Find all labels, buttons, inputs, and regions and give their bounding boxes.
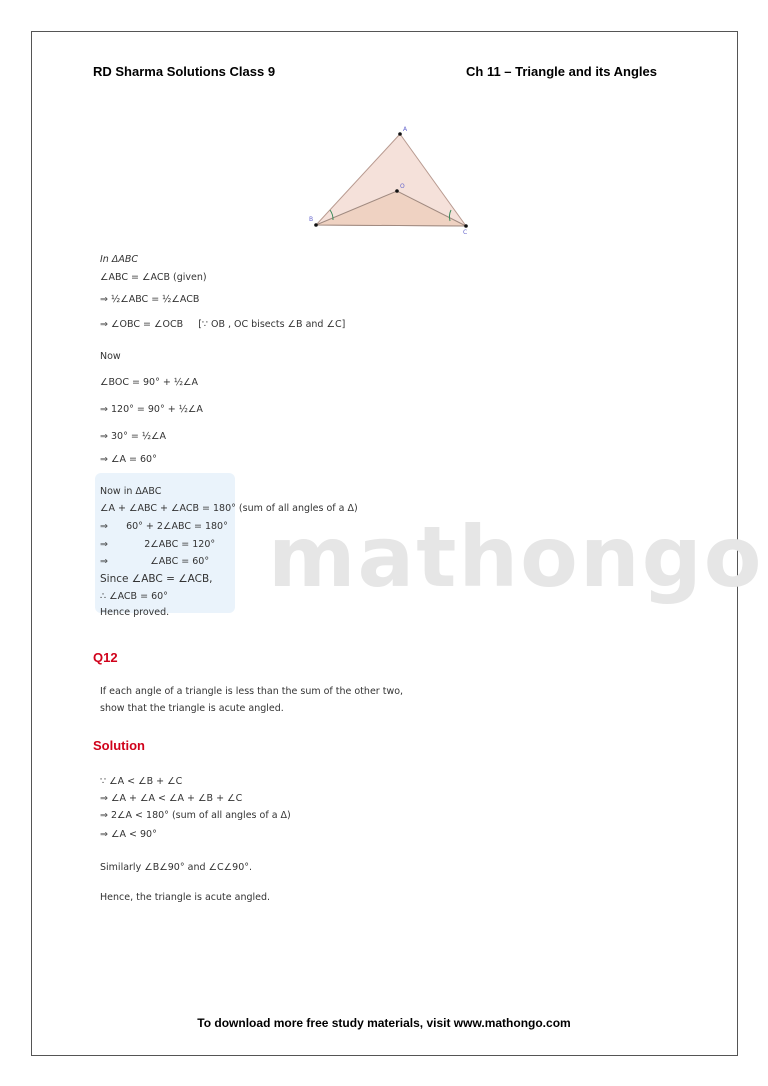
proof-line: ⇒ ½∠ABC = ½∠ACB (100, 294, 200, 305)
solution-line: ⇒ ∠A + ∠A < ∠A + ∠B + ∠C (100, 793, 243, 804)
label-a: A (403, 126, 408, 133)
proof-line: ∠ABC = ∠ACB (given) (100, 272, 207, 283)
proof-line: ⇒ ∠ABC = 60° (100, 556, 210, 567)
label-o: O (400, 183, 405, 190)
solution-line: Similarly ∠B∠90° and ∠C∠90°. (100, 862, 253, 873)
proof-line: ⇒ 60° + 2∠ABC = 180° (100, 521, 228, 532)
solution-line: ⇒ ∠A < 90° (100, 829, 157, 840)
solution-line: ∵ ∠A < ∠B + ∠C (100, 776, 183, 787)
question-text: If each angle of a triangle is less than the sum of the other two, (100, 686, 404, 697)
point-b (314, 223, 318, 227)
proof-line: ∠A + ∠ABC + ∠ACB = 180° (sum of all angles of a Δ) (100, 503, 358, 514)
solution-heading: Solution (93, 738, 145, 753)
proof-line: Now (100, 351, 121, 362)
proof-line: ⇒ ∠OBC = ∠OCB [∵ OB , OC bisects ∠B and ∠C] (100, 319, 346, 330)
point-o (395, 189, 399, 193)
header-chapter-title: Ch 11 – Triangle and its Angles (466, 64, 657, 79)
proof-line: ⇒ 30° = ½∠A (100, 431, 167, 442)
header-book-title: RD Sharma Solutions Class 9 (93, 64, 276, 79)
proof-line: ∴ ∠ACB = 60° (100, 591, 168, 602)
proof-line: Now in ΔABC (100, 486, 162, 497)
proof-line: Hence proved. (100, 607, 170, 618)
watermark: mathongo (268, 508, 764, 606)
proof-line: ∠BOC = 90° + ½∠A (100, 377, 199, 388)
solution-line: ⇒ 2∠A < 180° (sum of all angles of a Δ) (100, 810, 291, 821)
proof-line: ⇒ ∠A = 60° (100, 454, 157, 465)
question-text: show that the triangle is acute angled. (100, 703, 284, 714)
label-b: B (309, 216, 314, 223)
point-c (464, 224, 468, 228)
solution-line: Hence, the triangle is acute angled. (100, 892, 271, 903)
label-c: C (463, 229, 468, 236)
proof-line: Since ∠ABC = ∠ACB, (100, 573, 213, 585)
proof-line: ⇒ 120° = 90° + ½∠A (100, 404, 203, 415)
point-a (398, 132, 402, 136)
proof-line: ⇒ 2∠ABC = 120° (100, 539, 216, 550)
question-heading: Q12 (93, 650, 118, 665)
footer-download-note: To download more free study materials, visit www.mathongo.com (197, 1016, 571, 1030)
proof-line: In ΔABC (100, 254, 138, 265)
